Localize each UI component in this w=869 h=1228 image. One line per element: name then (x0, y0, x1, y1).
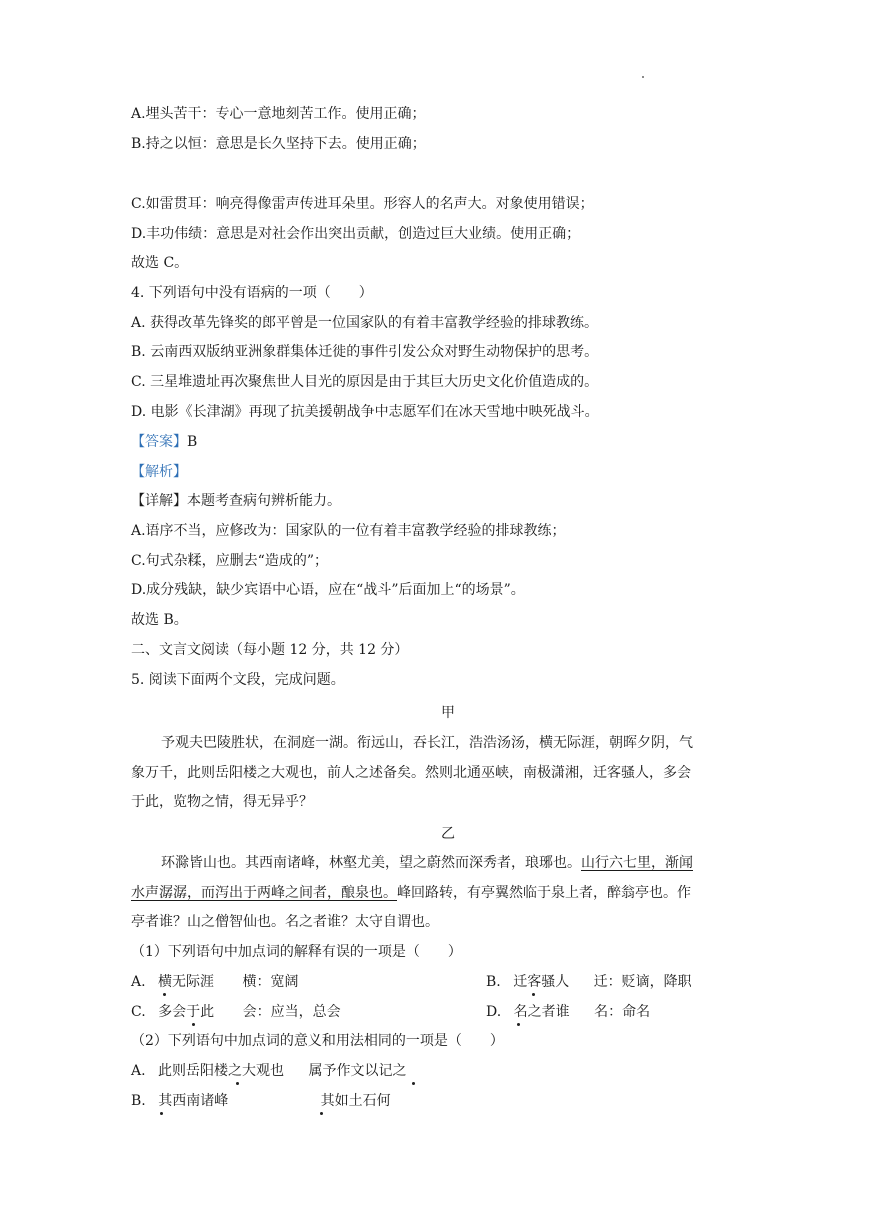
sub1-b-gloss: 迁：贬谪，降职 (593, 974, 692, 990)
q3-analysis-b: B.持之以恒：意思是长久坚持下去。使用正确； (131, 136, 426, 152)
q4-stem: 4. 下列语句中没有语病的一项（ ） (131, 285, 373, 301)
passage-jia-line-3: 于此，览物之情，得无异乎？ (131, 794, 313, 810)
sub1-d-gloss: 名：命名 (594, 1004, 651, 1020)
q4-analysis-a: A.语序不当，应修改为：国家队的一位有着丰富教学经验的排球教练； (131, 523, 566, 539)
sub2-option-a: A. 此则岳阳楼之大观也 属予作文以记之 (131, 1063, 407, 1079)
emphasis-dot (532, 993, 535, 996)
q3-analysis-d: D.丰功伟绩：意思是对社会作出突出贡献，创造过巨大业绩。使用正确； (131, 226, 581, 242)
sub2-stem: （2）下列语句中加点词的意义和用法相同的一项是（ ） (131, 1033, 504, 1049)
emphasis-dot (160, 1112, 163, 1115)
passage-jia-line-1: 予观夫巴陵胜状，在洞庭一湖。衔远山，吞长江，浩浩汤汤，横无际涯，朝晖夕阴，气 (161, 735, 693, 751)
answer-value: B (187, 434, 198, 450)
q4-option-b: B. 云南西双版纳亚洲象群集体迁徙的事件引发公众对野生动物保护的思考。 (131, 344, 599, 360)
emphasis-dot (163, 993, 166, 996)
sub1-c-gloss: 会：应当，总会 (242, 1004, 341, 1020)
page-corner-dot (642, 76, 644, 78)
sub1-option-c: C. 多会于此 会：应当，总会 (131, 1004, 341, 1020)
section-heading: 二、文言文阅读（每小题 12 分，共 12 分） (131, 642, 409, 658)
sub2-a-right: 属予作文以记之 (308, 1063, 407, 1079)
answer-tag: 【答案】 (131, 434, 187, 450)
emphasis-dot (236, 1082, 239, 1085)
passage-yi-title: 乙 (441, 826, 455, 842)
sub2-b-right: 其如土石何 (320, 1093, 391, 1109)
passage-yi-line-2 (131, 883, 691, 903)
detail-tag: 【详解】 (131, 493, 187, 509)
q3-analysis-c: C.如雷贯耳：响亮得像雷声传进耳朵里。形容人的名声大。对象使用错误； (131, 196, 594, 212)
q5-stem: 5. 阅读下面两个文段，完成问题。 (131, 672, 345, 688)
q3-conclusion: 故选 C。 (131, 255, 189, 271)
passage-yi-line-3: 亭者谁？山之僧智仙也。名之者谁？太守自谓也。 (131, 914, 439, 930)
detail-text: 本题考查病句辨析能力。 (187, 493, 341, 509)
yi-underlined-sentence-end: 水声潺潺，而泻出于两峰之间者，酿泉也。 (131, 885, 397, 901)
sub1-a-gloss: 横：宽阔 (242, 974, 299, 990)
sub2-option-b: B. 其西南诸峰 其如土石何 (131, 1093, 391, 1109)
yi-line-2-plain: 峰回路转，有亭翼然临于泉上者，醉翁亭也。作 (397, 885, 691, 901)
q4-option-a: A. 获得改革先锋奖的郎平曾是一位国家队的有着丰富教学经验的排球教练。 (131, 315, 599, 331)
passage-jia-title: 甲 (441, 705, 455, 721)
emphasis-dot (412, 1082, 415, 1085)
yi-underlined-sentence-start: 山行六七里，渐闻 (581, 855, 693, 871)
emphasis-dot (320, 1112, 323, 1115)
sub1-b-phrase: 迁客骚人 (513, 974, 570, 990)
q4-conclusion: 故选 B。 (131, 612, 188, 628)
sub1-c-phrase: 多会于此 (158, 1004, 215, 1020)
q4-option-c: C. 三星堆遗址再次聚焦世人目光的原因是由于其巨大历史文化价值造成的。 (131, 374, 599, 390)
q4-analysis-d: D.成分残缺，缺少宾语中心语，应在“战斗”后面加上“的场景”。 (131, 582, 525, 598)
sub1-option-d: D. 名之者谁 名：命名 (486, 1004, 651, 1020)
sub1-option-b: B. 迁客骚人 迁：贬谪，降职 (486, 974, 692, 990)
q4-answer (131, 432, 197, 452)
passage-yi-line-1 (161, 853, 693, 873)
sub1-d-phrase: 名之者谁 (513, 1004, 570, 1020)
q4-detail (131, 491, 341, 511)
sub2-b-left: 其西南诸峰 (158, 1093, 229, 1109)
sub1-a-phrase: 横无际涯 (158, 974, 215, 990)
q4-analysis-c: C.句式杂糅，应删去“造成的”； (131, 553, 328, 569)
yi-line-1-plain: 环滁皆山也。其西南诸峰，林壑尤美，望之蔚然而深秀者，琅琊也。 (161, 855, 581, 871)
sub1-option-a: A. 横无际涯 横：宽阔 (131, 974, 299, 990)
sub2-a-left: 此则岳阳楼之大观也 (158, 1063, 285, 1079)
passage-jia-line-2: 象万千，此则岳阳楼之大观也，前人之述备矣。然则北通巫峡，南极潇湘，迁客骚人，多会 (131, 765, 691, 781)
q3-analysis-a: A.埋头苦干：专心一意地刻苦工作。使用正确； (131, 106, 426, 122)
emphasis-dot (517, 1023, 520, 1026)
analysis-tag: 【解析】 (131, 464, 187, 480)
sub1-stem: （1）下列语句中加点词的解释有误的一项是（ ） (131, 944, 462, 960)
q4-option-d: D. 电影《长津湖》再现了抗美援朝战争中志愿军们在冰天雪地中映死战斗。 (131, 404, 599, 420)
emphasis-dot (192, 1023, 195, 1026)
